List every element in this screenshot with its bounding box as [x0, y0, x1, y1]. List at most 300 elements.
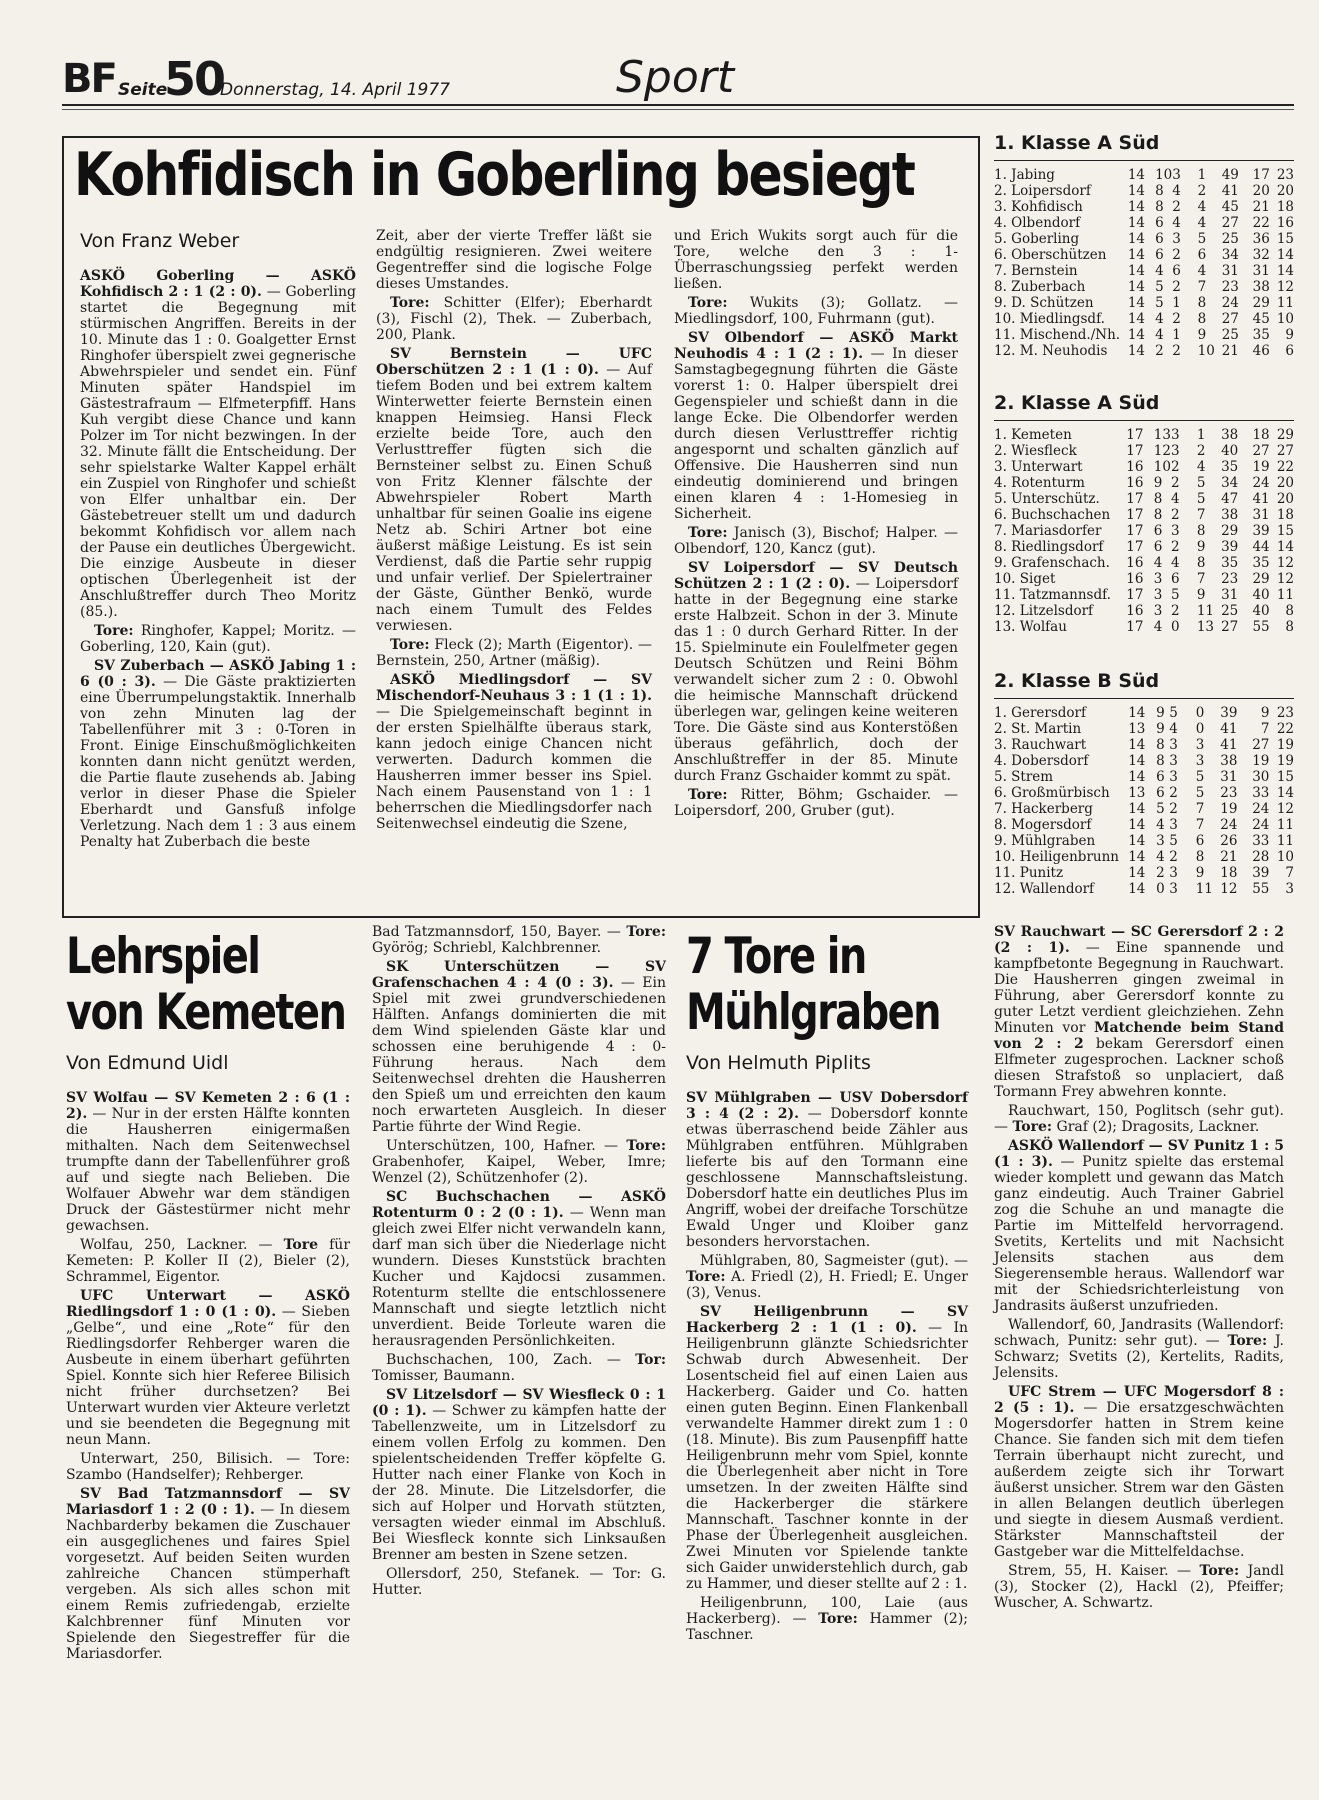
team-name: 9. D. Schützen [994, 295, 1094, 311]
table-cell: 20 [1276, 183, 1294, 199]
table-cell: 3 [1285, 881, 1294, 897]
table-cell: 16 [1126, 459, 1144, 475]
article1-byline: Von Franz Weber [80, 230, 240, 252]
team-name: 2. Loipersdorf [994, 183, 1091, 199]
table-cell: 3 [1153, 603, 1163, 619]
table-cell: 6 [1197, 247, 1207, 263]
table-cell: 20 [1276, 491, 1294, 507]
table-row [994, 801, 1294, 817]
table-cell: 2 [1172, 279, 1181, 295]
team-name: 4. Dobersdorf [994, 753, 1089, 769]
table-cell: 3 [1172, 167, 1181, 183]
table-cell: 27 [1221, 215, 1239, 231]
table-cell: 4 [1197, 199, 1207, 215]
table-cell: 19 [1252, 753, 1270, 769]
table-cell: 39 [1221, 539, 1239, 555]
newspaper-logo: BF [62, 56, 116, 102]
team-name: 11. Punitz [994, 865, 1064, 881]
table-row [994, 881, 1294, 897]
paragraph: ASKÖ Wallendorf — SV Punitz 1 : 5 (1 : 3). — Punitz spielte das erstemal wieder komplett und gewann das Match ganz eindeutig. Auch Trainer Gabriel zog die Schuhe an und managte die Partie im Mittelfeld hervorragend. Svetits, Kertelits und mit Nachsicht Jelensits stachen aus dem Siegerensemble heraus. Wallendorf war mit der Schiedsrichterleistung von Jandrasits äußerst unzufrieden. [994, 1138, 1284, 1314]
paragraph: Buchschachen, 100, Zach. — Tor: Tomisser, Baumann. [372, 1352, 666, 1384]
table-cell: 16 [1126, 475, 1144, 491]
article3-byline: Von Helmuth Piplits [686, 1052, 871, 1074]
standings-table-2 [994, 392, 1294, 635]
table-row [994, 785, 1294, 801]
table-cell: 11 [1276, 295, 1294, 311]
table-cell: 39 [1220, 705, 1238, 721]
table-cell: 3 [1169, 753, 1178, 769]
table-cell: 2 [1156, 865, 1165, 881]
table-cell: 17 [1126, 443, 1144, 459]
table-cell: 38 [1221, 427, 1239, 443]
table-cell: 23 [1221, 279, 1239, 295]
headline-line: Mühlgraben [686, 983, 941, 1041]
team-name: 1. Jabing [994, 167, 1055, 183]
table-cell: 4 [1156, 849, 1165, 865]
table-row [994, 295, 1294, 311]
table-cell: 16 [1276, 215, 1294, 231]
page-label: Seite [118, 80, 168, 100]
table-row [994, 167, 1294, 183]
team-name: 8. Mogersdorf [994, 817, 1092, 833]
table-cell: 25 [1221, 231, 1239, 247]
paragraph: Tore: Janisch (3), Bischof; Halper. — Olbendorf, 120, Kancz (gut). [674, 525, 958, 557]
table-cell: 9 [1196, 587, 1206, 603]
table-cell: 2 [1170, 603, 1180, 619]
table-cell: 8 [1195, 849, 1205, 865]
paragraph: Tore: Schitter (Elfer); Eberhardt (3), Fischl (2), Thek. — Zuberbach, 200, Plank. [376, 295, 652, 343]
team-name: 9. Mühlgraben [994, 833, 1096, 849]
table-cell: 11 [1276, 587, 1294, 603]
table-cell: 12 [1276, 571, 1294, 587]
section-title: Sport [616, 52, 735, 103]
table-cell: 8 [1285, 619, 1294, 635]
table-cell: 6 [1285, 343, 1294, 359]
standings-table-3 [994, 670, 1294, 897]
table-cell: 9 [1195, 865, 1205, 881]
table-cell: 7 [1260, 721, 1270, 737]
table-cell: 27 [1252, 443, 1270, 459]
table-cell: 5 [1169, 705, 1178, 721]
article2-column-1 [66, 1090, 350, 1665]
paragraph: Tore: Ringhofer, Kappel; Moritz. — Goberling, 120, Kain (gut). [80, 623, 356, 655]
paragraph: SV Wolfau — SV Kemeten 2 : 6 (1 : 2). — Nur in der ersten Hälfte konnten die Hausherren einigermaßen mithalten. Nach dem Seitenwechsel trumpfte dann der Tabellenführer groß auf und siegte nach Belieben. Die Wolfauer Abwehr war dem ständigen Druck der Gästestürmer nicht mehr gewachsen. [66, 1090, 350, 1234]
table-cell: 5 [1169, 833, 1178, 849]
table-cell: 0 [1170, 619, 1180, 635]
standings-rows [994, 705, 1294, 897]
table-cell: 3 [1169, 737, 1178, 753]
paragraph: Mühlgraben, 80, Sagmeister (gut). — Tore: A. Friedl (2), H. Friedl; E. Unger (3), Venus. [686, 1253, 968, 1301]
paragraph: SK Unterschützen — SV Grafenschachen 4 : 4 (0 : 3). — Ein Spiel mit zwei grundverschiedenen Hälften. Anfangs dominierten die mit dem Wind spielenden Gäste klar und schossen eine beruhigende 4 : 0-Führung heraus. Nach dem Seitenwechsel drehten die Hausherren den Spieß um und erreichten den kaum noch erwarteten Ausgleich. In dieser Partie führte der Wind Regie. [372, 959, 666, 1135]
table-row [994, 507, 1294, 523]
table-cell: 14 [1127, 311, 1146, 327]
team-name: 10. Siget [994, 571, 1056, 587]
table-cell: 2 [1197, 183, 1207, 199]
table-cell: 17 [1126, 619, 1144, 635]
table-cell: 9 [1260, 705, 1270, 721]
table-cell: 27 [1221, 619, 1239, 635]
team-name: 13. Wolfau [994, 619, 1067, 635]
table-cell: 9 [1156, 721, 1165, 737]
table-cell: 31 [1221, 587, 1239, 603]
paragraph: und Erich Wukits sorgt auch für die Tore, welche den 3 : 1-Überraschungssieg perfekt werden ließen. [674, 228, 958, 292]
table-cell: 12 [1276, 279, 1294, 295]
table-row [994, 247, 1294, 263]
table-cell: 13 [1196, 619, 1214, 635]
table-cell: 3 [1170, 427, 1180, 443]
table-cell: 27 [1276, 443, 1294, 459]
table-cell: 17 [1126, 427, 1144, 443]
table-cell: 21 [1252, 199, 1270, 215]
table-cell: 14 [1127, 199, 1146, 215]
table-row [994, 231, 1294, 247]
table-cell: 15 [1276, 769, 1294, 785]
table-cell: 23 [1276, 167, 1294, 183]
table-cell: 22 [1276, 459, 1294, 475]
table-cell: 35 [1252, 327, 1270, 343]
paragraph: Strem, 55, H. Kaiser. — Tore: Jandl (3), Stocker (2), Hackl (2), Pfeiffer; Wuscher, A. Schwartz. [994, 1563, 1285, 1611]
table-cell: 13 [1153, 427, 1171, 443]
paragraph: SV Litzelsdorf — SV Wiesfleck 0 : 1 (0 : 1). — Schwer zu kämpfen hatte der Tabellenzweite, um in Litzelsdorf zu einem vollen Erfolg zu kommen. Den spielentscheidenden Treffer köpfelte G. Hutter nach einer Flanke von Koch in der 28. Minute. Die Litzelsdorfer, die sich auf Holper und Horvath stützten, versagten wieder einmal im Abschluß. Bei Wiesfleck konnte sich Linksaußen Brenner am besten in Szene setzen. [372, 1387, 666, 1563]
table-cell: 19 [1276, 753, 1294, 769]
table-cell: 8 [1153, 491, 1163, 507]
table-cell: 14 [1128, 881, 1146, 897]
table-cell: 3 [1156, 833, 1165, 849]
table-cell: 14 [1276, 539, 1294, 555]
table-cell: 14 [1128, 801, 1146, 817]
paragraph: ASKÖ Miedlingsdorf — SV Mischendorf-Neuhaus 3 : 1 (1 : 1). — Die Spielgemeinschaft beginnt in der ersten Spielhälfte überaus stark, kann jedoch einige Chancen nicht verwerten. Dadurch kommen die Hausherren immer besser ins Spiel. Nach einem Pausenstand von 1 : 1 beherrschen die Miedlingsdorfer nach Seitenwechsel eindeutig die Szene, [376, 672, 652, 832]
table-cell: 6 [1155, 215, 1164, 231]
paragraph: SV Loipersdorf — SV Deutsch Schützen 2 : 1 (2 : 0). — Loipersdorf hatte in der Begegnung eine starke erste Halbzeit. Schon in der 3. Minute das 1 : 0 durch Gerhard Ritter. In der 15. Spielminute ein Foulelfmeter gegen Deutsch Schützen und Reini Böhm verwandelt sicher zum 2 : 0. Obwohl die heimische Mannschaft drückend überlegen war, gelingen keine weiteren Tore. Die Gäste sind aus Konterstößen überaus gefährlich, doch der Anschlußtreffer in der 85. Minute durch Franz Gschaider kommt zu spät. [674, 560, 958, 784]
team-name: 5. Goberling [994, 231, 1080, 247]
team-name: 6. Oberschützen [994, 247, 1107, 263]
article1-headline: Kohfidisch in Goberling besiegt [74, 140, 915, 210]
table-cell: 33 [1252, 833, 1270, 849]
paragraph: ASKÖ Goberling — ASKÖ Kohfidisch 2 : 1 (2 : 0). — Goberling startet die Begegnung mit stürmischen Angriffen. Bereits in der 10. Minute das 1 : 0. Goalgetter Ernst Ringhofer überspielt zwei gegnerische Abwehrspieler und sendet ein. Fünf Minuten später Handspiel im Gästestrafraum — Elfmeterpfiff. Hans Kuh vergibt diese Chance und kann Polzer im Tor nicht bezwingen. In der 32. Minute fällt die Entscheidung. Der sehr spielstarke Walter Kappel erhält ein Zuspiel von Ringhofer und schießt von Elfer unhaltbar ein. Der Gästebetreuer stellt um und dadurch bekommt Kohfidisch vor allem nach der Pause ein deutliches Übergewicht. Die einzige Ausbeute in dieser optischen Überlegenheit ist der Anschlußtreffer durch Theo Moritz (85.). [80, 268, 356, 620]
table-cell: 17 [1126, 491, 1144, 507]
team-name: 2. St. Martin [994, 721, 1082, 737]
table-cell: 36 [1252, 231, 1270, 247]
team-name: 3. Rauchwart [994, 737, 1087, 753]
table-cell: 9 [1196, 539, 1206, 555]
table-cell: 2 [1169, 849, 1178, 865]
table-row [994, 769, 1294, 785]
table-row [994, 523, 1294, 539]
table-cell: 2 [1196, 443, 1206, 459]
table-cell: 26 [1220, 833, 1238, 849]
table-cell: 14 [1128, 737, 1146, 753]
table-cell: 2 [1172, 247, 1181, 263]
paragraph: Ollersdorf, 250, Stefanek. — Tor: G. Hutter. [372, 1566, 666, 1598]
table-cell: 3 [1169, 881, 1178, 897]
table-cell: 14 [1127, 183, 1146, 199]
table-cell: 24 [1252, 475, 1270, 491]
table-cell: 23 [1276, 705, 1294, 721]
table-cell: 33 [1252, 785, 1270, 801]
header-rule-thin [62, 109, 1294, 110]
table-cell: 6 [1153, 539, 1163, 555]
table-cell: 35 [1221, 459, 1239, 475]
table-cell: 3 [1195, 753, 1205, 769]
table-cell: 10 [1276, 311, 1294, 327]
headline-line: 7 Tore in [686, 927, 866, 985]
table-cell: 5 [1195, 785, 1205, 801]
table-title: 2. Klasse A Süd [994, 392, 1160, 414]
paragraph: SV Bad Tatzmannsdorf — SV Mariasdorf 1 : 2 (0 : 1). — In diesem Nachbarderby bekamen die Zuschauer ein ausgeglichenes und faires Spiel vorgesetzt. Auf beiden Seiten wurden zahlreiche Chancen stümperhaft vergeben. Als sich alles schon mit einem Remis zufriedengab, erzielte Kalchbrenner fünf Minuten vor Spielende den Siegestreffer für die Mariasdorfer. [66, 1486, 350, 1662]
paragraph: SV Heiligenbrunn — SV Hackerberg 2 : 1 (1 : 0). — In Heiligenbrunn glänzte Schiedsrichter Schwab durch Abwesenheit. Der Losentscheid fiel auf einen Laien aus Hackerberg. Gaider und Co. hatten einen guten Beginn. Einen Flankenball verwandelte Hammer direkt zum 1 : 0 (18. Minute). Bis zum Pausenpfiff hatte Heiligenbrunn mehr vom Spiel, konnte die Überlegenheit aber nicht in Tore umsetzen. In der zweiten Hälfte sind die Hackerberger die stärkere Mannschaft. Taschner konnte in der Phase der Überlegenheit ausgleichen. Zwei Minuten vor Spielende tankte sich Gaider unwiderstehlich durch, gab zu Hammer, und dieser stellte auf 2 : 1. [686, 1304, 968, 1592]
table-row [994, 263, 1294, 279]
table-cell: 34 [1221, 247, 1239, 263]
table-cell: 2 [1155, 343, 1164, 359]
table-cell: 55 [1252, 881, 1270, 897]
table-cell: 19 [1252, 459, 1270, 475]
table-cell: 39 [1252, 523, 1270, 539]
table-cell: 14 [1128, 753, 1146, 769]
table-cell: 14 [1127, 231, 1146, 247]
table-cell: 8 [1156, 753, 1165, 769]
table-rule [994, 420, 1294, 421]
table-row [994, 603, 1294, 619]
table-cell: 17 [1126, 539, 1144, 555]
standings-table-1 [994, 132, 1294, 359]
page-number: 50 [164, 52, 225, 106]
table-cell: 16 [1126, 555, 1144, 571]
table-cell: 17 [1252, 167, 1270, 183]
table-cell: 2 [1172, 311, 1181, 327]
team-name: 9. Grafenschach. [994, 555, 1110, 571]
table-cell: 29 [1221, 523, 1239, 539]
table-cell: 40 [1252, 603, 1270, 619]
table-cell: 5 [1156, 801, 1165, 817]
paragraph: Tore: Fleck (2); Marth (Eigentor). — Bernstein, 250, Artner (mäßig). [376, 637, 652, 669]
table-cell: 24 [1220, 817, 1238, 833]
table-row [994, 865, 1294, 881]
table-cell: 38 [1252, 279, 1270, 295]
table-cell: 38 [1220, 753, 1238, 769]
table-cell: 4 [1169, 721, 1178, 737]
table-cell: 13 [1128, 721, 1146, 737]
table-cell: 40 [1221, 443, 1239, 459]
table-cell: 22 [1252, 215, 1270, 231]
table-cell: 12 [1153, 443, 1171, 459]
table-cell: 41 [1220, 737, 1238, 753]
table-cell: 5 [1155, 295, 1164, 311]
table-row [994, 183, 1294, 199]
table-cell: 27 [1221, 311, 1239, 327]
table-cell: 12 [1276, 555, 1294, 571]
table-row [994, 311, 1294, 327]
table-row [994, 833, 1294, 849]
table-cell: 47 [1221, 491, 1239, 507]
team-name: 4. Olbendorf [994, 215, 1081, 231]
table-cell: 41 [1252, 491, 1270, 507]
table-row [994, 849, 1294, 865]
table-cell: 4 [1196, 459, 1206, 475]
article2-column-2 [372, 924, 666, 1601]
paragraph: SV Bernstein — UFC Oberschützen 2 : 1 (1 : 0). — Auf tiefem Boden und bei extrem kaltem Winterwetter feierte Bernstein einen knappen Heimsieg. Hansi Fleck erzielte beide Tore, auch den Verlusttreffer fügten sich die Bernsteiner selbst zu. Einen Schuß von Fritz Klenner fälschte der Abwehrspieler Robert Marth unhaltbar für seinen Goalie ins eigene Netz ab. Schiri Artner bot eine äußerst mäßige Leistung. Es ist sein Verdienst, daß die Partie sehr ruppig und unfair verlief. Der Spielertrainer der Gäste, Günther Benkö, wurde nach einem Tumult des Feldes verwiesen. [376, 346, 652, 634]
paragraph: SV Mühlgraben — USV Dobersdorf 3 : 4 (2 : 2). — Dobersdorf konnte etwas überraschend beide Zähler aus Mühlgraben entführen. Mühlgraben lieferte bis auf den Tormann eine geschlossene Mannschaftsleistung. Dobersdorf hatte ein deutliches Plus im Angriff, wobei der dreifache Torschütze Ewald Unger und Kloiber ganz besonders hervorstachen. [686, 1090, 968, 1250]
table-cell: 1 [1172, 295, 1181, 311]
paragraph: Zeit, aber der vierte Treffer läßt sie endgültig resignieren. Zwei weitere Gegentreffer sind die logische Folge dieses Umstandes. [376, 228, 652, 292]
table-cell: 1 [1172, 327, 1181, 343]
table-cell: 14 [1127, 167, 1146, 183]
table-cell: 6 [1155, 247, 1164, 263]
table-cell: 4 [1170, 491, 1180, 507]
article1-column-1 [80, 268, 356, 853]
table-cell: 18 [1276, 507, 1294, 523]
issue-date: Donnerstag, 14. April 1977 [220, 80, 450, 100]
table-cell: 6 [1155, 231, 1164, 247]
table-cell: 45 [1252, 311, 1270, 327]
table-cell: 38 [1221, 507, 1239, 523]
table-cell: 1 [1197, 167, 1207, 183]
table-row [994, 475, 1294, 491]
team-name: 3. Kohfidisch [994, 199, 1083, 215]
table-cell: 11 [1276, 833, 1294, 849]
table-cell: 31 [1220, 769, 1238, 785]
paragraph: UFC Strem — UFC Mogersdorf 8 : 2 (5 : 1). — Die ersatzgeschwächten Mogersdorfer hatten in Strem keine Chance. Sie fanden sich mit dem tiefen Terrain überhaupt nicht zurecht, und außerdem zeigte sich ihr Torwart äußerst unsicher. Strem war den Gästen in allen Belangen deutlich überlegen und siegte in diesem Ausmaß verdient. Stärkster Mannschaftsteil der Gastgeber war die Mittelfeldachse. [994, 1384, 1284, 1560]
table-cell: 7 [1285, 865, 1294, 881]
table-cell: 5 [1170, 587, 1180, 603]
table-cell: 3 [1172, 231, 1181, 247]
table-row [994, 737, 1294, 753]
table-cell: 14 [1128, 849, 1146, 865]
table-cell: 8 [1155, 183, 1164, 199]
table-cell: 3 [1169, 769, 1178, 785]
table-cell: 30 [1252, 769, 1270, 785]
paragraph: Wallendorf, 60, Jandrasits (Wallendorf: schwach, Punitz: sehr gut). — Tore: J. Schwarz; Svetits (2), Kertelits, Radits, Jelensits. [994, 1317, 1284, 1381]
table-cell: 18 [1220, 865, 1238, 881]
table-cell: 6 [1153, 523, 1163, 539]
article2-headline [66, 928, 345, 1040]
article3-column-1 [686, 1090, 968, 1646]
team-name: 6. Buchschachen [994, 507, 1111, 523]
table-cell: 14 [1128, 833, 1146, 849]
table-cell: 29 [1252, 571, 1270, 587]
table-cell: 14 [1128, 705, 1146, 721]
table-cell: 41 [1221, 183, 1239, 199]
table-cell: 20 [1252, 183, 1270, 199]
table-row [994, 753, 1294, 769]
table-cell: 15 [1276, 231, 1294, 247]
table-cell: 18 [1276, 199, 1294, 215]
table-cell: 17 [1126, 523, 1144, 539]
table-row [994, 619, 1294, 635]
table-cell: 5 [1195, 769, 1205, 785]
table-cell: 35 [1252, 555, 1270, 571]
table-row [994, 199, 1294, 215]
table-cell: 4 [1155, 327, 1164, 343]
table-title: 2. Klasse B Süd [994, 670, 1160, 692]
table-cell: 10 [1197, 343, 1215, 359]
table-cell: 31 [1252, 507, 1270, 523]
table-cell: 20 [1276, 475, 1294, 491]
team-name: 4. Rotenturm [994, 475, 1085, 491]
table-cell: 12 [1220, 881, 1238, 897]
table-cell: 4 [1170, 555, 1180, 571]
table-cell: 14 [1127, 327, 1146, 343]
table-cell: 11 [1276, 817, 1294, 833]
team-name: 11. Tatzmannsdf. [994, 587, 1111, 603]
team-name: 5. Strem [994, 769, 1054, 785]
table-cell: 55 [1252, 619, 1270, 635]
table-row [994, 459, 1294, 475]
table-cell: 14 [1127, 343, 1146, 359]
table-cell: 2 [1170, 459, 1180, 475]
team-name: 2. Wiesfleck [994, 443, 1077, 459]
table-row [994, 215, 1294, 231]
table-cell: 3 [1169, 817, 1178, 833]
table-cell: 24 [1252, 801, 1270, 817]
table-cell: 34 [1221, 475, 1239, 491]
table-row [994, 327, 1294, 343]
team-name: 12. Wallendorf [994, 881, 1095, 897]
table-cell: 8 [1156, 737, 1165, 753]
table-cell: 0 [1195, 721, 1205, 737]
article3-column-2 [994, 924, 1284, 1614]
table-cell: 29 [1252, 295, 1270, 311]
team-name: 10. Heiligenbrunn [994, 849, 1119, 865]
team-name: 8. Zuberbach [994, 279, 1086, 295]
table-cell: 14 [1276, 263, 1294, 279]
table-row [994, 555, 1294, 571]
table-cell: 8 [1153, 507, 1163, 523]
table-cell: 5 [1155, 279, 1164, 295]
paragraph: UFC Unterwart — ASKÖ Riedlingsdorf 1 : 0 (1 : 0). — Sieben „Gelbe“, und eine „Rote“ für den Riedlingsdorfer Rehberger waren die Ausbeute in einem überhart geführten Spiel. Konnte sich hier Referee Bilisich nicht früher durchsetzen? Bei Unterwart wurden vier Akteure verletzt und sie beendeten die Begegnung mit neun Mann. [66, 1288, 350, 1448]
table-cell: 21 [1221, 343, 1239, 359]
table-cell: 14 [1276, 247, 1294, 263]
table-cell: 12 [1276, 801, 1294, 817]
table-cell: 3 [1169, 865, 1178, 881]
table-cell: 5 [1197, 231, 1207, 247]
table-cell: 2 [1169, 801, 1178, 817]
table-cell: 24 [1221, 295, 1239, 311]
team-name: 1. Gerersdorf [994, 705, 1086, 721]
article2-byline: Von Edmund Uidl [66, 1052, 229, 1074]
paragraph: SV Zuberbach — ASKÖ Jabing 1 : 6 (0 : 3). — Die Gäste praktizierten eine Überrumpelungstaktik. Innerhalb von zehn Minuten lag der Tabellenführer mit 3 : 0-Toren in Front. Einige Einschußmöglichkeiten konnten dann nicht genützt werden, die Partie flaute zusehends ab. Jabing verlor in dieser Phase die Spieler Eberhardt und Gansfuß infolge Verletzung. Nach dem 1 : 3 aus einem Penalty hat Zuberbach die beste [80, 658, 356, 850]
table-cell: 19 [1276, 737, 1294, 753]
table-cell: 17 [1126, 507, 1144, 523]
table-cell: 15 [1276, 523, 1294, 539]
table-cell: 45 [1221, 199, 1239, 215]
table-cell: 19 [1220, 801, 1238, 817]
table-cell: 4 [1172, 183, 1181, 199]
table-cell: 4 [1155, 263, 1164, 279]
team-name: 8. Riedlingsdorf [994, 539, 1104, 555]
table-cell: 5 [1196, 475, 1206, 491]
paragraph: Wolfau, 250, Lackner. — Tore für Kemeten: P. Koller II (2), Bieler (2), Schrammel, Eigentor. [66, 1237, 351, 1285]
table-cell: 16 [1126, 571, 1144, 587]
team-name: 7. Hackerberg [994, 801, 1093, 817]
table-cell: 7 [1196, 507, 1206, 523]
table-cell: 0 [1195, 705, 1205, 721]
table-cell: 4 [1155, 311, 1164, 327]
table-cell: 23 [1220, 785, 1238, 801]
article3-headline [686, 928, 940, 1040]
table-cell: 8 [1155, 199, 1164, 215]
table-cell: 32 [1252, 247, 1270, 263]
team-name: 7. Mariasdorfer [994, 523, 1102, 539]
table-cell: 8 [1197, 295, 1207, 311]
table-cell: 7 [1195, 817, 1205, 833]
table-cell: 14 [1127, 247, 1146, 263]
table-cell: 7 [1197, 279, 1207, 295]
table-cell: 5 [1196, 491, 1206, 507]
table-rule [994, 698, 1294, 699]
team-name: 7. Bernstein [994, 263, 1078, 279]
table-cell: 39 [1252, 865, 1270, 881]
table-cell: 31 [1252, 263, 1270, 279]
